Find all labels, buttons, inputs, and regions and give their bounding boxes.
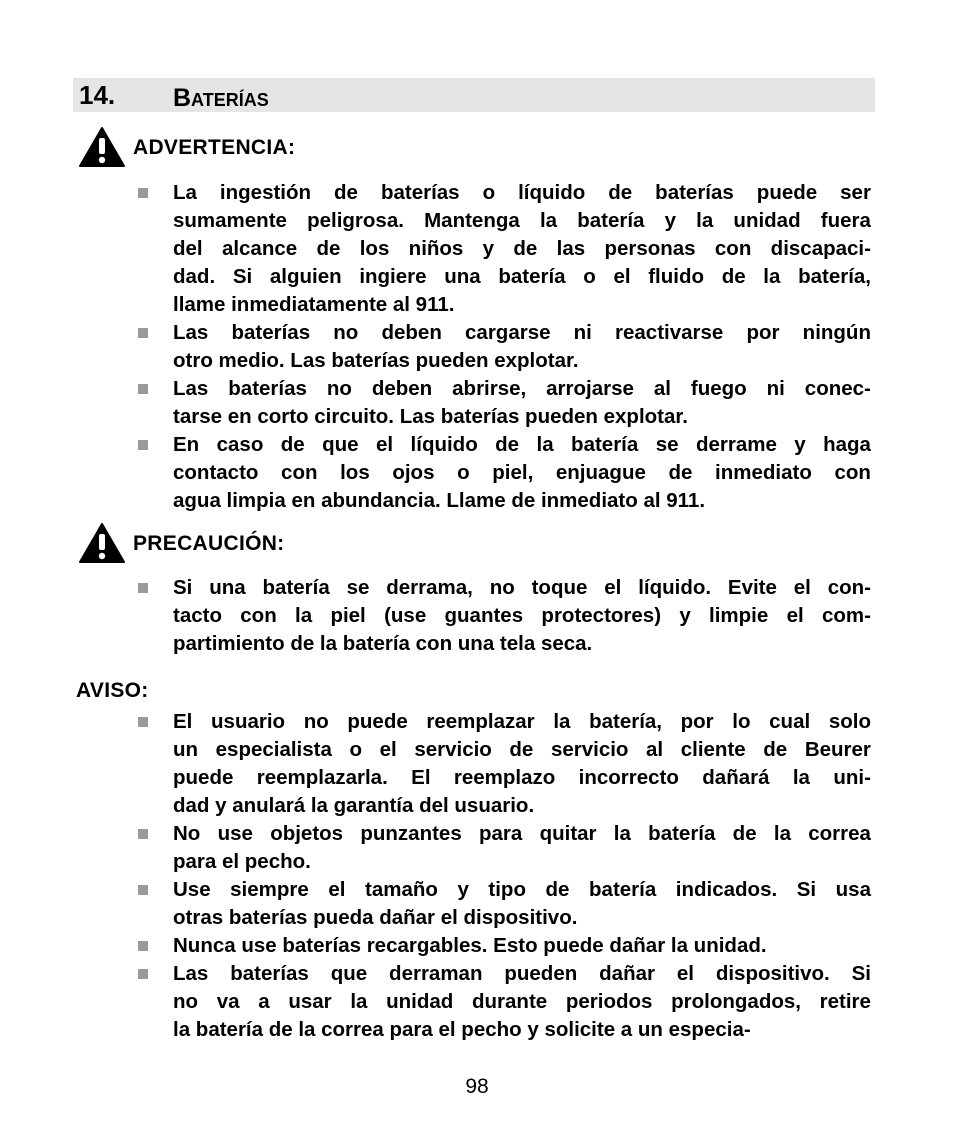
bullet-line: No use objetos punzantes para quitar la batería de la correa [173,822,871,845]
bullet-line: partimiento de la batería con una tela seca. [173,632,593,655]
bullet-line: sumamente peligrosa. Mantenga la batería y la unidad fuera [173,209,871,232]
bullet-line: El usuario no puede reemplazar la batería, por lo cual solo [173,710,871,733]
bullet-line: para el pecho. [173,850,311,873]
bullet-line: no va a usar la unidad durante periodos prolongados, retire [173,990,871,1013]
bullet-line: otras baterías pueda dañar el dispositivo. [173,906,578,929]
bullet-line: llame inmediatamente al 911. [173,293,455,316]
bullet-line: tarse en corto circuito. Las baterías pueden explotar. [173,405,688,428]
advertencia-label: ADVERTENCIA: [133,136,296,159]
bullet-line: La ingestión de baterías o líquido de baterías puede ser [173,181,871,204]
bullet-square-icon [138,941,148,951]
bullet-square-icon [138,885,148,895]
bullet-line: dad. Si alguien ingiere una batería o el fluido de la batería, [173,265,871,288]
bullet-line: Las baterías no deben cargarse ni reactivarse por ningún [173,321,871,344]
bullet-line: del alcance de los niños y de las personas con discapaci- [173,237,871,260]
bullet-line: Si una batería se derrama, no toque el líquido. Evite el con- [173,576,871,599]
bullet-square-icon [138,440,148,450]
bullet-line: contacto con los ojos o piel, enjuague de inmediato con [173,461,871,484]
bullet-square-icon [138,384,148,394]
bullet-square-icon [138,717,148,727]
bullet-line: un especialista o el servicio de servicio al cliente de Beurer [173,738,871,761]
section-title: Baterías [173,84,269,112]
section-header [73,78,875,112]
section-number: 14. [79,80,116,110]
bullet-line: la batería de la correa para el pecho y solicite a un especia- [173,1018,751,1041]
bullet-line: dad y anulará la garantía del usuario. [173,794,535,817]
aviso-label: AVISO: [76,679,149,702]
bullet-line: puede reemplazarla. El reemplazo incorrecto dañará la uni- [173,766,871,789]
bullet-square-icon [138,328,148,338]
warning-triangle-icon [78,522,126,564]
bullet-square-icon [138,969,148,979]
page-number: 98 [465,1075,489,1098]
bullet-line: tacto con la piel (use guantes protectores) y limpie el com- [173,604,871,627]
bullet-square-icon [138,829,148,839]
bullet-line: otro medio. Las baterías pueden explotar. [173,349,579,372]
bullet-square-icon [138,188,148,198]
precaucion-label: PRECAUCIÓN: [133,532,285,555]
warning-triangle-icon [78,126,126,168]
bullet-line: Nunca use baterías recargables. Esto puede dañar la unidad. [173,934,767,957]
bullet-line: En caso de que el líquido de la batería se derrame y haga [173,433,871,456]
bullet-line: Use siempre el tamaño y tipo de batería indicados. Si usa [173,878,871,901]
bullet-line: Las baterías no deben abrirse, arrojarse al fuego ni conec- [173,377,871,400]
bullet-line: Las baterías que derraman pueden dañar el dispositivo. Si [173,962,871,985]
bullet-square-icon [138,583,148,593]
bullet-line: agua limpia en abundancia. Llame de inmediato al 911. [173,489,706,512]
